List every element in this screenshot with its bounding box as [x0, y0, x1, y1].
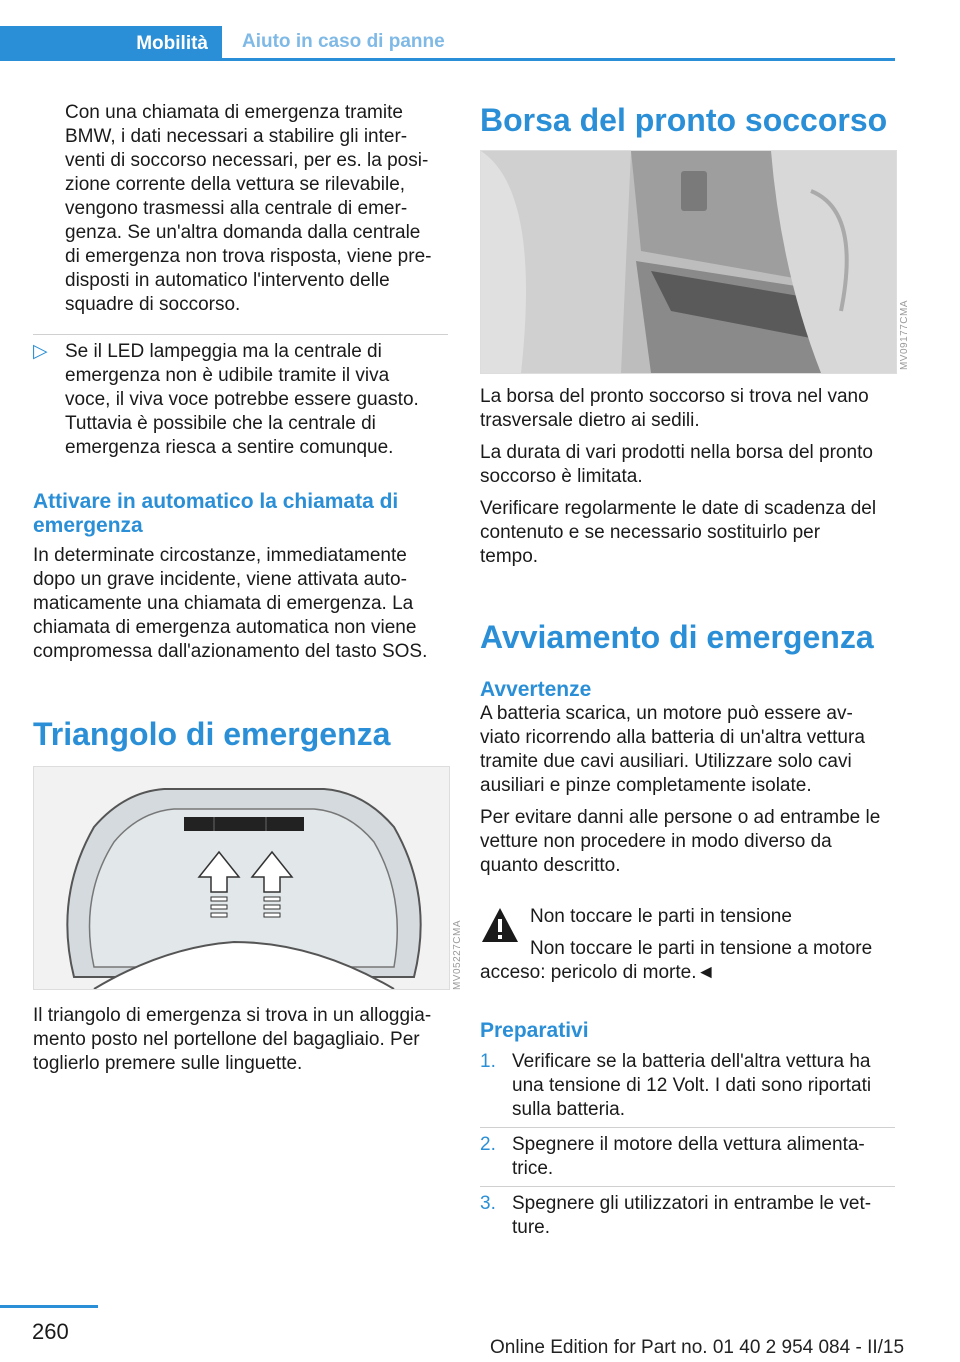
text-line: chiamata di emergenza automatica non viene	[33, 617, 417, 638]
text-line: Spegnere il motore della vettura alimenta‐	[512, 1134, 865, 1155]
image-code: MV09177CMA	[899, 300, 910, 371]
text-line: di emergenza non trova risposta, viene pre‐	[65, 246, 432, 267]
first-aid-heading: Borsa del pronto soccorso	[480, 102, 888, 138]
text-line: Verificare se la batteria dell'altra vettura ha	[512, 1051, 871, 1072]
text-line: trice.	[512, 1158, 554, 1179]
tab-mobilita-label: Mobilità	[136, 32, 208, 54]
warning-line: Non toccare le parti in tensione a motore	[530, 938, 873, 959]
divider	[480, 1186, 895, 1187]
list-number: 2.	[480, 1134, 496, 1155]
prep-heading: Preparativi	[480, 1019, 589, 1042]
text-line: contenuto e se necessario sostituirlo per	[480, 522, 821, 543]
list-item	[512, 1133, 902, 1181]
edition-text: Online Edition for Part no. 01 40 2 954 084 - II/15	[490, 1337, 905, 1358]
text-line: La durata di vari prodotti nella borsa del pronto	[480, 442, 873, 463]
text-line: Verificare regolarmente le date di scadenza del	[480, 498, 877, 519]
section-heading: Avvertenze	[480, 678, 592, 701]
first-aid-text	[480, 385, 900, 569]
intro-paragraph	[65, 101, 455, 317]
text-line: toglierlo premere sulle linguette.	[33, 1053, 303, 1074]
text-line: sulla batteria.	[512, 1099, 626, 1120]
text-line: vetture non procedere in modo diverso da	[480, 831, 832, 852]
text-line: tramite due cavi ausiliari. Utilizzare solo cavi	[480, 751, 852, 772]
text-line: disposti in automatico l'intervento delle	[65, 270, 390, 291]
text-line: trasversale dietro ai sedili.	[480, 410, 700, 431]
image-code: MV05227CMA	[452, 920, 463, 991]
text-line: Se il LED lampeggia ma la centrale di	[65, 341, 382, 362]
warning-line: acceso: pericolo di morte.◄	[480, 962, 716, 983]
trunk-lid-illustration	[34, 767, 449, 989]
text-line: voce, il viva voce potrebbe essere guasto.	[65, 389, 419, 410]
first-aid-illustration	[481, 151, 896, 373]
text-line: Tuttavia è possibile che la centrale di	[65, 413, 376, 434]
list-number: 3.	[480, 1193, 496, 1214]
list-item	[512, 1050, 902, 1122]
divider	[480, 1127, 895, 1128]
text-line: una tensione di 12 Volt. I dati sono riportati	[512, 1075, 872, 1096]
warning-triangle-icon	[480, 906, 520, 944]
section-heading: Attivare in automatico la chiamata di emergenza	[33, 490, 399, 537]
text-line: ture.	[512, 1217, 551, 1238]
text-line: maticamente una chiamata di emergenza. La	[33, 593, 414, 614]
jump-start-heading: Avviamento di emergenza	[480, 619, 874, 655]
text-line: genza. Se un'altra domanda dalla centrale	[65, 222, 421, 243]
divider	[33, 334, 448, 335]
auto-call-section	[33, 490, 453, 664]
bullet-marker: ▷	[33, 341, 48, 362]
page-number: 260	[32, 1319, 69, 1344]
first-aid-image	[480, 150, 897, 374]
text-line: venti di soccorso necessari, per es. la posi‐	[65, 150, 429, 171]
text-line: viato ricorrendo alla batteria di un'altra vettura	[480, 727, 865, 748]
text-line: vengono trasmessi alla centrale di emer‐	[65, 198, 408, 219]
text-line: tempo.	[480, 546, 539, 567]
tab-mobilita[interactable]	[0, 26, 222, 61]
text-line: A batteria scarica, un motore può essere av‐	[480, 703, 853, 724]
text-line: In determinate circostanze, immediatamente	[33, 545, 407, 566]
list-number: 1.	[480, 1051, 496, 1072]
text-line: soccorso è limitata.	[480, 466, 643, 487]
bullet-item	[65, 340, 455, 460]
text-line: Spegnere gli utilizzatori in entrambe le vet‐	[512, 1193, 872, 1214]
text-line: La borsa del pronto soccorso si trova nel vano	[480, 386, 869, 407]
text-line: quanto descritto.	[480, 855, 621, 876]
triangle-paragraph	[33, 1004, 453, 1076]
text-line: Per evitare danni alle persone o ad entrambe le	[480, 807, 881, 828]
footer-rule	[0, 1305, 98, 1308]
text-line: compromessa dall'azionamento del tasto SOS.	[33, 641, 428, 662]
text-line: dopo un grave incidente, viene attivata auto‐	[33, 569, 407, 590]
text-line: emergenza riesca a sentire comunque.	[65, 437, 394, 458]
text-line: emergenza non è udibile tramite il viva	[65, 365, 390, 386]
text-line: Il triangolo di emergenza si trova in un alloggia‐	[33, 1005, 432, 1026]
notes-section	[480, 678, 900, 878]
text-line: BMW, i dati necessari a stabilire gli inter‐	[65, 126, 408, 147]
text-line: ausiliari e pinze completamente isolate.	[480, 775, 812, 796]
text-line: squadre di soccorso.	[65, 294, 241, 315]
trunk-lid-image	[33, 766, 450, 990]
text-line: Con una chiamata di emergenza tramite	[65, 102, 403, 123]
text-line: mento posto nel portellone del bagagliaio. Per	[33, 1029, 420, 1050]
text-line: zione corrente della vettura se rilevabile,	[65, 174, 406, 195]
list-item	[512, 1192, 902, 1240]
tab-section[interactable]: Aiuto in caso di panne	[242, 31, 445, 52]
triangle-heading: Triangolo di emergenza	[33, 716, 391, 752]
warning-title: Non toccare le parti in tensione	[530, 906, 792, 927]
